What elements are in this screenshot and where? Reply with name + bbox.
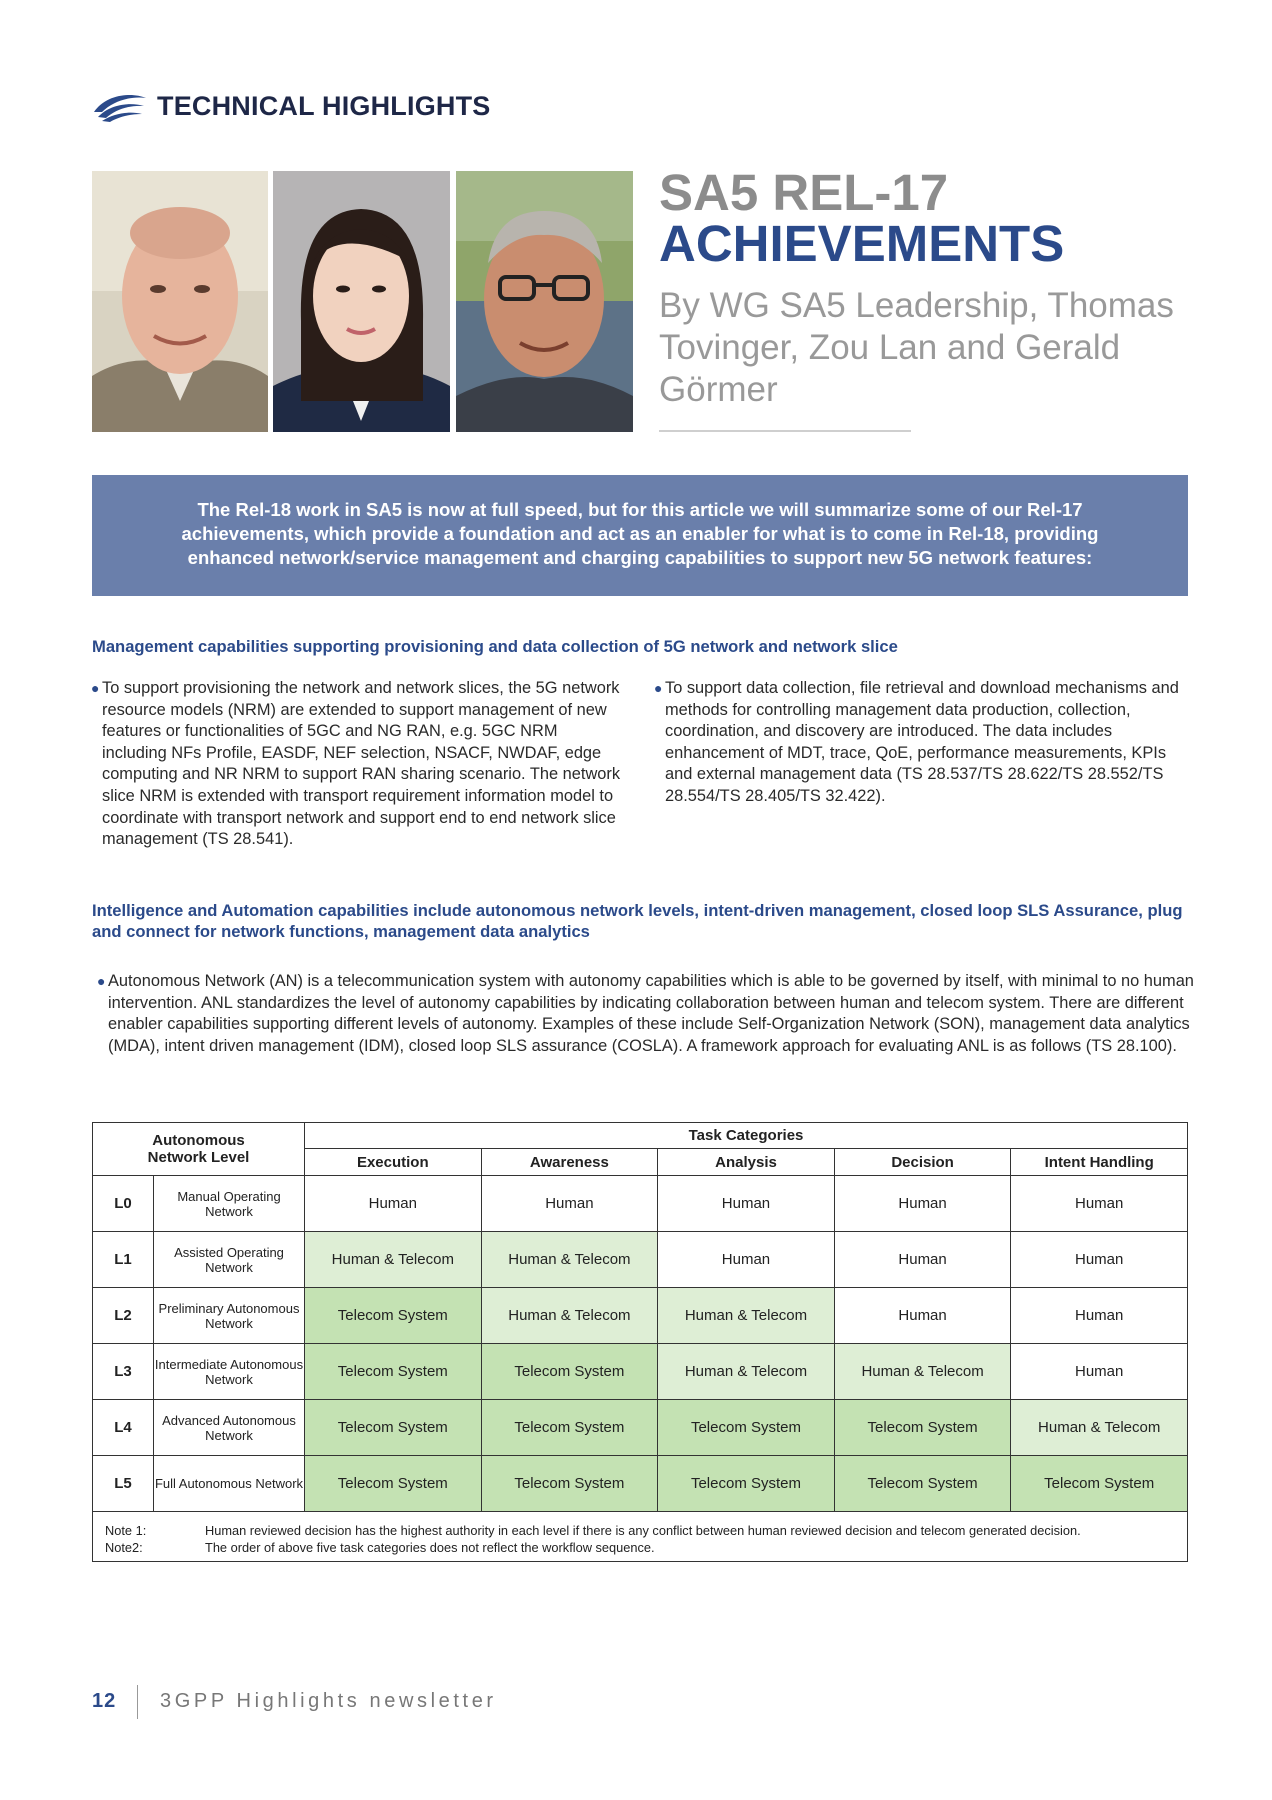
- table-cell: Human & Telecom: [305, 1232, 482, 1288]
- table-cell: Human & Telecom: [834, 1344, 1011, 1400]
- section2-bullet-text: Autonomous Network (AN) is a telecommunication system with autonomy capabilities which is able to be governed by itself, with minimal to no human intervention. ANL standardizes the level of autonomy capabilities by indicating collaboration between human and telecom system. There are different enabler capabilities supporting different levels of autonomy. Examples of these include Self-Organization Network (SON), management data analytics (MDA), intent driven management (IDM), closed loop SLS assurance (COSLA). A framework approach for evaluating ANL is as follows (TS 28.100).: [108, 972, 1194, 1055]
- table-cell: Human: [834, 1232, 1011, 1288]
- level-name: Advanced Autonomous Network: [154, 1400, 305, 1456]
- table-row: [93, 1176, 1188, 1232]
- anl-table: [92, 1122, 1188, 1512]
- level-code: L4: [93, 1400, 154, 1456]
- table-cell: Telecom System: [834, 1456, 1011, 1512]
- table-cell: Telecom System: [481, 1456, 658, 1512]
- table-cell: Human: [658, 1176, 835, 1232]
- note-label: Note 1:: [105, 1523, 147, 1538]
- note-text: The order of above five task categories does not reflect the workflow sequence.: [205, 1540, 655, 1555]
- table-cell: Telecom System: [305, 1400, 482, 1456]
- section2-heading: Intelligence and Automation capabilities include autonomous network levels, intent-driven management, closed loop SLS Assurance, plug and connect for network functions, management data analytics: [92, 901, 1183, 941]
- 3gpp-swoosh-icon: [92, 90, 148, 122]
- article-title-line2: ACHIEVEMENTS: [659, 215, 1065, 272]
- table-row: [93, 1400, 1188, 1456]
- article-byline: By WG SA5 Leadership, Thomas Tovinger, Zou Lan and Gerald Görmer: [659, 286, 1174, 409]
- level-code: L3: [93, 1344, 154, 1400]
- page-number: 12: [92, 1690, 117, 1712]
- table-row: [93, 1288, 1188, 1344]
- table-cell: Human & Telecom: [1011, 1400, 1188, 1456]
- table-cell: Human: [834, 1288, 1011, 1344]
- section1-bullet-left: [91, 678, 622, 851]
- table-cell: Human & Telecom: [481, 1288, 658, 1344]
- section2-bullet: [97, 971, 1198, 1057]
- table-cell: Human: [1011, 1344, 1188, 1400]
- corner-header: Autonomous Network Level: [93, 1123, 305, 1176]
- level-code: L5: [93, 1456, 154, 1512]
- table-cell: Human: [834, 1176, 1011, 1232]
- table-row: [93, 1456, 1188, 1512]
- level-name: Full Autonomous Network: [154, 1456, 305, 1512]
- column-header: Execution: [305, 1149, 482, 1176]
- table-cell: Human: [658, 1232, 835, 1288]
- table-cell: Human: [305, 1176, 482, 1232]
- column-header: Awareness: [481, 1149, 658, 1176]
- table-cell: Telecom System: [305, 1288, 482, 1344]
- section-title: TECHNICAL HIGHLIGHTS: [157, 91, 491, 121]
- level-code: L0: [93, 1176, 154, 1232]
- table-cell: Human: [1011, 1176, 1188, 1232]
- bullet-icon: ●: [91, 680, 100, 696]
- table-cell: Telecom System: [305, 1456, 482, 1512]
- bullet-icon: ●: [654, 680, 663, 696]
- table-cell: Telecom System: [481, 1400, 658, 1456]
- bullet-icon: ●: [97, 973, 106, 989]
- table-cell: Human: [1011, 1288, 1188, 1344]
- level-name: Preliminary Autonomous Network: [154, 1288, 305, 1344]
- section1-bullet-right: [654, 678, 1195, 808]
- table-notes: [92, 1512, 1188, 1562]
- task-categories-header: Task Categories: [305, 1123, 1188, 1149]
- table-cell: Telecom System: [658, 1400, 835, 1456]
- table-cell: Human & Telecom: [481, 1232, 658, 1288]
- section1-bullet-left-text: To support provisioning the network and network slices, the 5G network resource models (NRM) are extended to support management of new features or functionalities of 5GC and NG RAN, e.g. 5GC NRM including NFs Profile, EASDF, NEF selection, NSACF, NWDAF, edge computing and NR NRM to support RAN sharing scenario. The network slice NRM is extended with transport requirement information model to coordinate with transport network and support end to end network slice management (TS 28.541).: [102, 679, 621, 849]
- footer-divider: [137, 1685, 138, 1719]
- column-header: Intent Handling: [1011, 1149, 1188, 1176]
- level-code: L2: [93, 1288, 154, 1344]
- table-cell: Human & Telecom: [658, 1288, 835, 1344]
- note-line: [105, 1539, 1187, 1556]
- table-cell: Telecom System: [481, 1344, 658, 1400]
- note-label: Note2:: [105, 1540, 143, 1555]
- section1-heading: Management capabilities supporting provisioning and data collection of 5G network and network slice: [92, 637, 898, 656]
- column-header: Decision: [834, 1149, 1011, 1176]
- author-photo-1: [92, 171, 268, 432]
- note-text: Human reviewed decision has the highest authority in each level if there is any conflict between human reviewed decision and telecom generated decision.: [205, 1523, 1081, 1538]
- level-name: Intermediate Autonomous Network: [154, 1344, 305, 1400]
- table-cell: Telecom System: [1011, 1456, 1188, 1512]
- table-cell: Human: [1011, 1232, 1188, 1288]
- table-cell: Human: [481, 1176, 658, 1232]
- author-photo-3: [456, 171, 633, 432]
- title-divider: [659, 430, 911, 432]
- level-code: L1: [93, 1232, 154, 1288]
- article-title-line1: SA5 REL-17: [659, 164, 949, 221]
- table-cell: Human & Telecom: [658, 1344, 835, 1400]
- level-name: Assisted Operating Network: [154, 1232, 305, 1288]
- table-cell: Telecom System: [305, 1344, 482, 1400]
- column-header: Analysis: [658, 1149, 835, 1176]
- table-row: [93, 1232, 1188, 1288]
- level-name: Manual Operating Network: [154, 1176, 305, 1232]
- section1-bullet-right-text: To support data collection, file retrieval and download mechanisms and methods for controlling management data production, collection, coordination, and discovery are introduced. The data includes enhancement of MDT, trace, QoE, performance measurements, KPIs and external management data (TS 28.537/TS 28.622/TS 28.552/TS 28.554/TS 28.405/TS 32.422).: [665, 679, 1179, 805]
- author-photo-2: [273, 171, 450, 432]
- table-row: [93, 1344, 1188, 1400]
- publication-name: 3GPP Highlights newsletter: [160, 1690, 497, 1712]
- intro-box: The Rel-18 work in SA5 is now at full speed, but for this article we will summarize some of our Rel-17 achievements, which provide a foundation and act as an enabler for what is to come in Rel-18, providing enhanced network/service management and charging capabilities to support new 5G network features:: [92, 475, 1188, 596]
- table-cell: Telecom System: [834, 1400, 1011, 1456]
- note-line: [105, 1522, 1187, 1539]
- table-cell: Telecom System: [658, 1456, 835, 1512]
